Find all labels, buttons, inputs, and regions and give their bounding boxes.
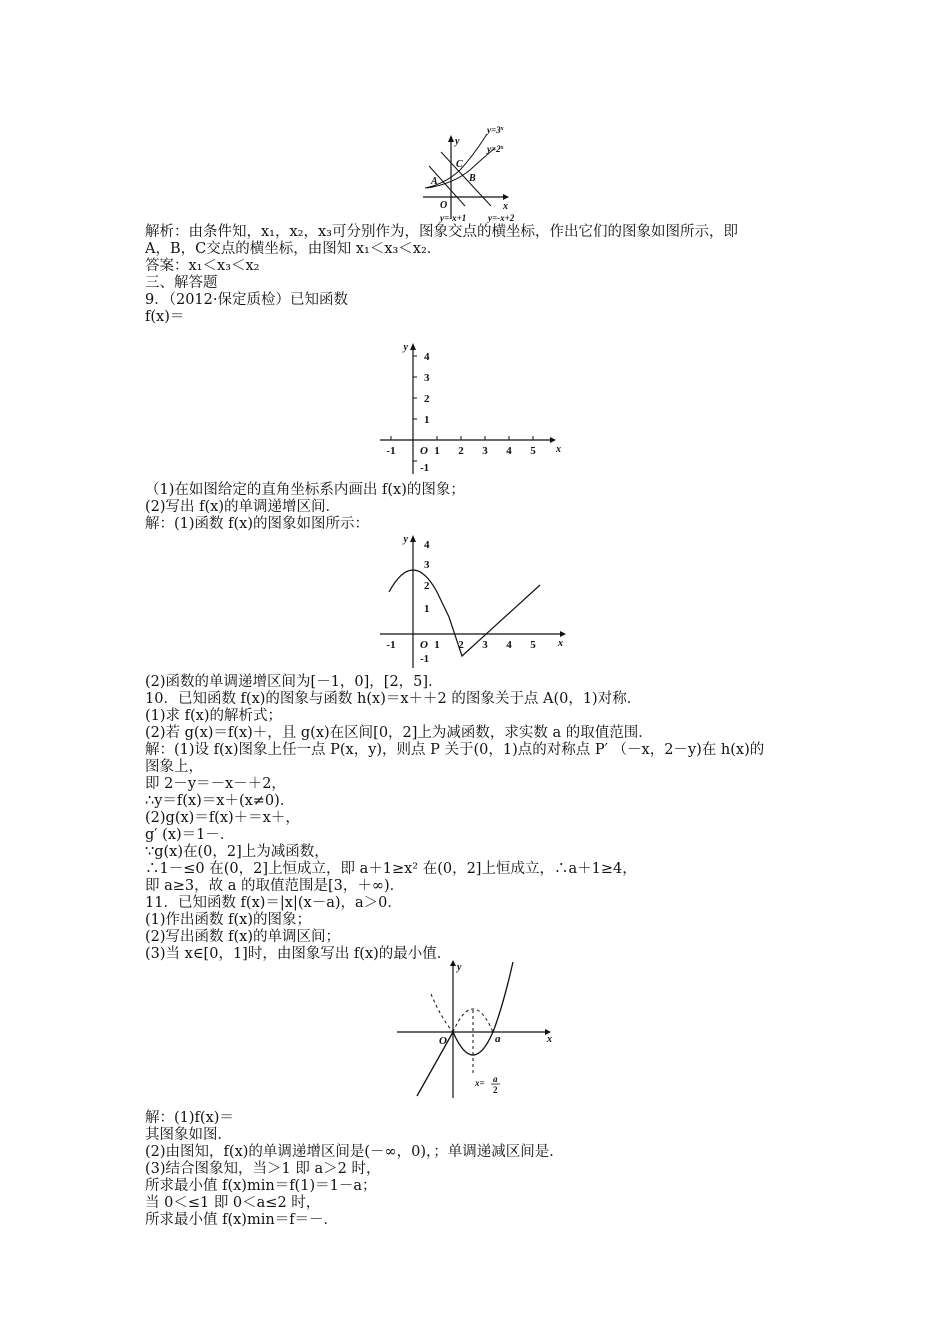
y-ticks xyxy=(413,356,417,461)
y-axis-arrow xyxy=(448,135,454,142)
line2-label: y=-x+2 xyxy=(488,213,515,223)
line1-label: y=-x+1 xyxy=(440,213,467,223)
text-line: 即 2－y＝－x－＋2， xyxy=(145,776,286,792)
text-line: 解：(1)函数 f(x)的图象如图所示： xyxy=(145,516,370,532)
text-line: (1)求 f(x)的解析式； xyxy=(145,708,283,724)
text-line: (1)作出函数 f(x)的图象； xyxy=(145,912,312,928)
y-tick-label: -1 xyxy=(420,653,430,665)
y-tick-label: -1 xyxy=(420,462,430,474)
y-tick-label: 3 xyxy=(424,559,430,571)
text-line: 所求最小值 f(x)min＝f(1)＝1－a； xyxy=(145,1178,377,1194)
y-tick-label: 2 xyxy=(424,580,430,592)
text-line: (3)当 x∈[0，1]时，由图象写出 f(x)的最小值． xyxy=(145,946,452,962)
x-tick-label: 1 xyxy=(434,445,440,457)
x-ticks xyxy=(391,436,533,440)
text-line: 图象上， xyxy=(145,759,203,775)
text-line: （1)在如图给定的直角坐标系内画出 f(x)的图象； xyxy=(145,482,465,498)
x-tick-label: 4 xyxy=(506,445,512,457)
symmetry-label: x= xyxy=(475,1078,485,1088)
text-line: 解析：由条件知，x₁，x₂，x₃可分别作为，图象交点的横坐标，作出它们的图象如图所示，即 xyxy=(145,224,738,240)
symmetry-frac-den: 2 xyxy=(493,1085,498,1095)
x-tick-label: 2 xyxy=(458,445,464,457)
text-line: 11．已知函数 f(x)＝|x|(x－a)，a＞0． xyxy=(145,895,402,911)
figure-exponential-intersections xyxy=(415,122,545,224)
curve-3x-label: $y=3^x$ xyxy=(487,125,504,135)
text-line: ∴y＝f(x)＝x＋(x≠0)． xyxy=(145,793,295,809)
point-c-label: C xyxy=(456,159,463,170)
text-line: 答案：x₁＜x₃＜x₂ xyxy=(145,258,260,274)
x-tick-label: -1 xyxy=(386,445,396,457)
y-axis-arrow xyxy=(410,535,416,542)
text-line: 解：(1)f(x)＝ xyxy=(145,1110,234,1126)
text-line: (2)由图知，f(x)的单调递增区间是(－∞，0)，；单调递减区间是． xyxy=(145,1144,564,1160)
text-line: A，B，C交点的横坐标，由图知 x₁＜x₃＜x₂． xyxy=(145,241,442,257)
x-axis-arrow xyxy=(560,631,566,637)
y-tick-label: 4 xyxy=(424,351,430,363)
figure-function-graph xyxy=(380,530,570,672)
y-axis-label: y xyxy=(403,534,408,545)
x-tick-label: 5 xyxy=(530,445,536,457)
origin-label: O xyxy=(440,200,448,211)
text-line: (2)g(x)＝f(x)＋＝x＋， xyxy=(145,810,300,826)
text-line: 所求最小值 f(x)min＝f＝－． xyxy=(145,1212,339,1228)
text-line: 9．（2012·保定质检）已知函数 xyxy=(145,292,348,308)
y-axis-arrow xyxy=(410,343,416,350)
solid-curve xyxy=(417,962,513,1096)
x-tick-label: 2 xyxy=(458,639,464,651)
origin-label: O xyxy=(420,639,428,651)
text-line: 即 a≥3，故 a 的取值范围是[3，＋∞)． xyxy=(145,878,405,894)
y-axis-label: y xyxy=(455,136,460,147)
text-line: (2)若 g(x)＝f(x)＋，且 g(x)在区间[0，2]上为减函数，求实数 a 的取值范围． xyxy=(145,725,653,741)
a-label: a xyxy=(495,1033,501,1045)
x-tick-label: 1 xyxy=(434,639,440,651)
text-line: ∴1－≤0 在(0，2]上恒成立，即 a＋1≥x² 在(0，2]上恒成立，∴a＋1≥4， xyxy=(145,861,637,877)
x-tick-label: 3 xyxy=(482,445,488,457)
text-line: 当 0＜≤1 即 0＜a≤2 时， xyxy=(145,1195,321,1211)
curve-2x-label: $y=2^x$ xyxy=(487,144,504,154)
dashed-left xyxy=(431,994,453,1032)
function-curve xyxy=(389,570,540,656)
point-b-label: B xyxy=(469,173,476,184)
x-tick-label: -1 xyxy=(386,639,396,651)
y-tick-label: 4 xyxy=(424,539,430,551)
text-line: 其图象如图． xyxy=(145,1127,232,1143)
x-axis-label: x xyxy=(556,444,561,455)
point-a-label: A xyxy=(431,176,438,187)
text-line: g′ (x)＝1－． xyxy=(145,827,235,843)
text-line: 解：(1)设 f(x)图象上任一点 P(x，y)，则点 P 关于(0，1)点的对称点 P′ （－x，2－y)在 h(x)的 xyxy=(145,742,765,758)
x-axis-label: x xyxy=(503,201,508,212)
text-line: 三、解答题 xyxy=(145,275,218,291)
y-axis-label: y xyxy=(403,342,408,353)
figure-empty-axes xyxy=(380,336,570,478)
text-line: (3)结合图象知，当＞1 即 a＞2 时， xyxy=(145,1161,381,1177)
y-tick-label: 3 xyxy=(424,372,430,384)
y-axis-arrow xyxy=(450,960,456,966)
x-axis-arrow xyxy=(503,194,509,200)
text-line: (2)函数的单调递增区间为[－1，0]，[2，5]． xyxy=(145,674,443,690)
figure-abs-function-graph xyxy=(395,958,560,1113)
x-axis-arrow xyxy=(550,437,556,443)
x-axis-label: x xyxy=(558,638,563,649)
x-tick-label: 4 xyxy=(506,639,512,651)
symmetry-frac-num: a xyxy=(493,1074,498,1084)
text-line: f(x)＝ xyxy=(145,309,185,325)
y-tick-label: 2 xyxy=(424,393,430,405)
text-line: (2)写出函数 f(x)的单调区间； xyxy=(145,929,341,945)
x-axis-label: x xyxy=(547,1034,552,1045)
y-axis-label: y xyxy=(457,962,462,973)
y-tick-label: 1 xyxy=(424,414,430,426)
y-tick-label: 1 xyxy=(424,603,430,615)
text-line: (2)写出 f(x)的单调递增区间． xyxy=(145,499,341,515)
text-line: 10．已知函数 f(x)的图象与函数 h(x)＝x＋＋2 的图象关于点 A(0，1)对称． xyxy=(145,691,642,707)
x-tick-label: 3 xyxy=(482,639,488,651)
x-tick-label: 5 xyxy=(530,639,536,651)
origin-label: O xyxy=(439,1035,447,1047)
origin-label: O xyxy=(420,445,428,457)
text-line: ∵g(x)在(0，2]上为减函数， xyxy=(145,844,329,860)
